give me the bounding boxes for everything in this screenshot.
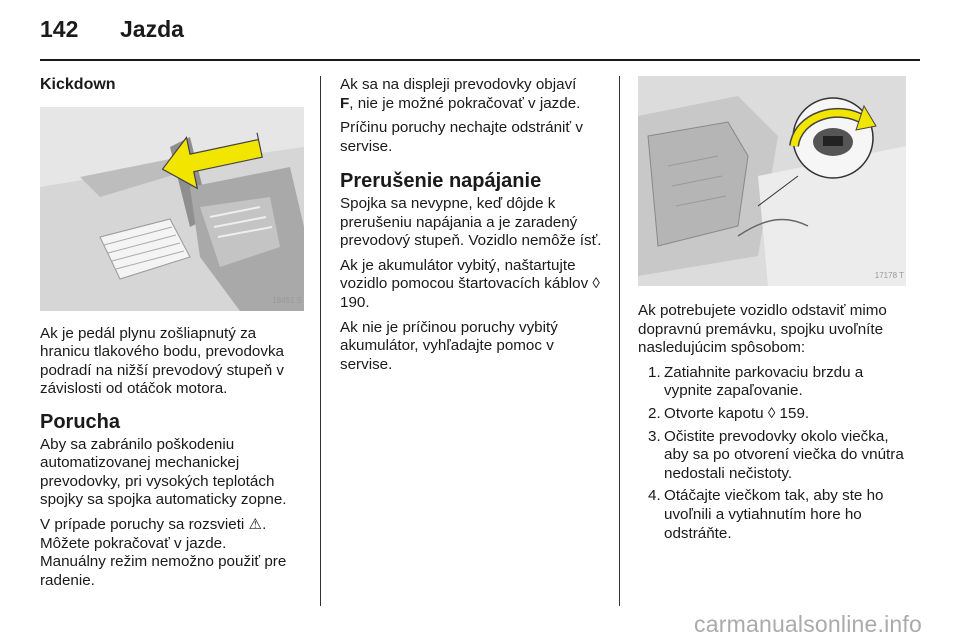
column-1	[40, 76, 304, 596]
display-f-text-c: , nie je možné pokračovať v jazde.	[349, 94, 581, 112]
pedal-drawing	[40, 107, 304, 311]
porucha-text-1: Aby sa zabránilo poškodeniu automatizovanej mechanickej prevodovky, pri vysokých teplotách spojky sa spojka automaticky zopne.	[40, 435, 287, 509]
list-item: 4. Otáčajte viečkom tak, aby ste ho uvoľnili a vytiahnutím hore ho odstráňte.	[648, 487, 884, 542]
column-3	[638, 76, 908, 547]
header-rule	[40, 59, 920, 61]
figure-code: 18451 S	[272, 296, 302, 305]
figure-code-2: 17178 T	[874, 271, 904, 281]
power-text-1: Spojka sa nevypne, keď dôjde k prerušeniu napájania a je zaradený prevodový stupeň. Vozidlo nemôže ísť.	[340, 194, 602, 250]
kickdown-text: Ak je pedál plynu zošliapnutý za hranicu tlakového bodu, prevodovka podradí na nižší prevodový stupeň v závislosti od otáčok motora.	[40, 324, 285, 398]
watermark: carmanualsonline.info	[694, 611, 922, 637]
pedal-illustration	[40, 107, 304, 311]
engine-bay-illustration	[638, 76, 906, 286]
porucha-heading: Porucha	[40, 410, 121, 433]
kickdown-heading: Kickdown	[40, 76, 116, 93]
porucha-text-3: Môžete pokračovať v jazde.	[40, 534, 227, 552]
display-f-text-a: Ak sa na displeji prevodovky objaví	[340, 76, 577, 93]
porucha-text-4: Manuálny režim nemožno použiť pre radenie.	[40, 553, 287, 589]
list-item: 1. Zatiahnite parkovaciu brzdu a vypnite zapaľovanie.	[648, 363, 864, 400]
column-divider-2	[619, 76, 620, 606]
display-f-letter: F	[340, 94, 350, 112]
list-item: 2. Otvorte kapotu ◊ 159.	[648, 404, 810, 422]
page-number: 142	[40, 16, 79, 42]
display-f-text	[340, 76, 606, 113]
page-header	[40, 16, 920, 50]
column-2	[340, 76, 606, 380]
column-divider-1	[320, 76, 321, 606]
tow-intro: Ak potrebujete vozidlo odstaviť mimo dopravnú premávku, spojku uvoľníte nasledujúcim spôsobom:	[638, 302, 887, 357]
tow-steps	[638, 364, 908, 543]
list-item: 3. Očistite prevodovky okolo viečka, aby sa po otvorení viečka do vnútra nedostali nečistoty.	[648, 427, 904, 482]
power-text-3: Ak nie je príčinou poruchy vybitý akumulátor, vyhľadajte pomoc v servise.	[340, 318, 558, 373]
power-interruption-heading: Prerušenie napájanie	[340, 170, 542, 193]
engine-bay-drawing	[638, 76, 906, 286]
power-text-2: Ak je akumulátor vybitý, naštartujte vozidlo pomocou štartovacích káblov ◊ 190.	[340, 256, 600, 311]
service-text: Príčinu poruchy nechajte odstrániť v servise.	[340, 119, 583, 155]
porucha-text-2: V prípade poruchy sa rozsvieti ⚠︎.	[40, 515, 267, 533]
chapter-title: Jazda	[120, 16, 184, 42]
